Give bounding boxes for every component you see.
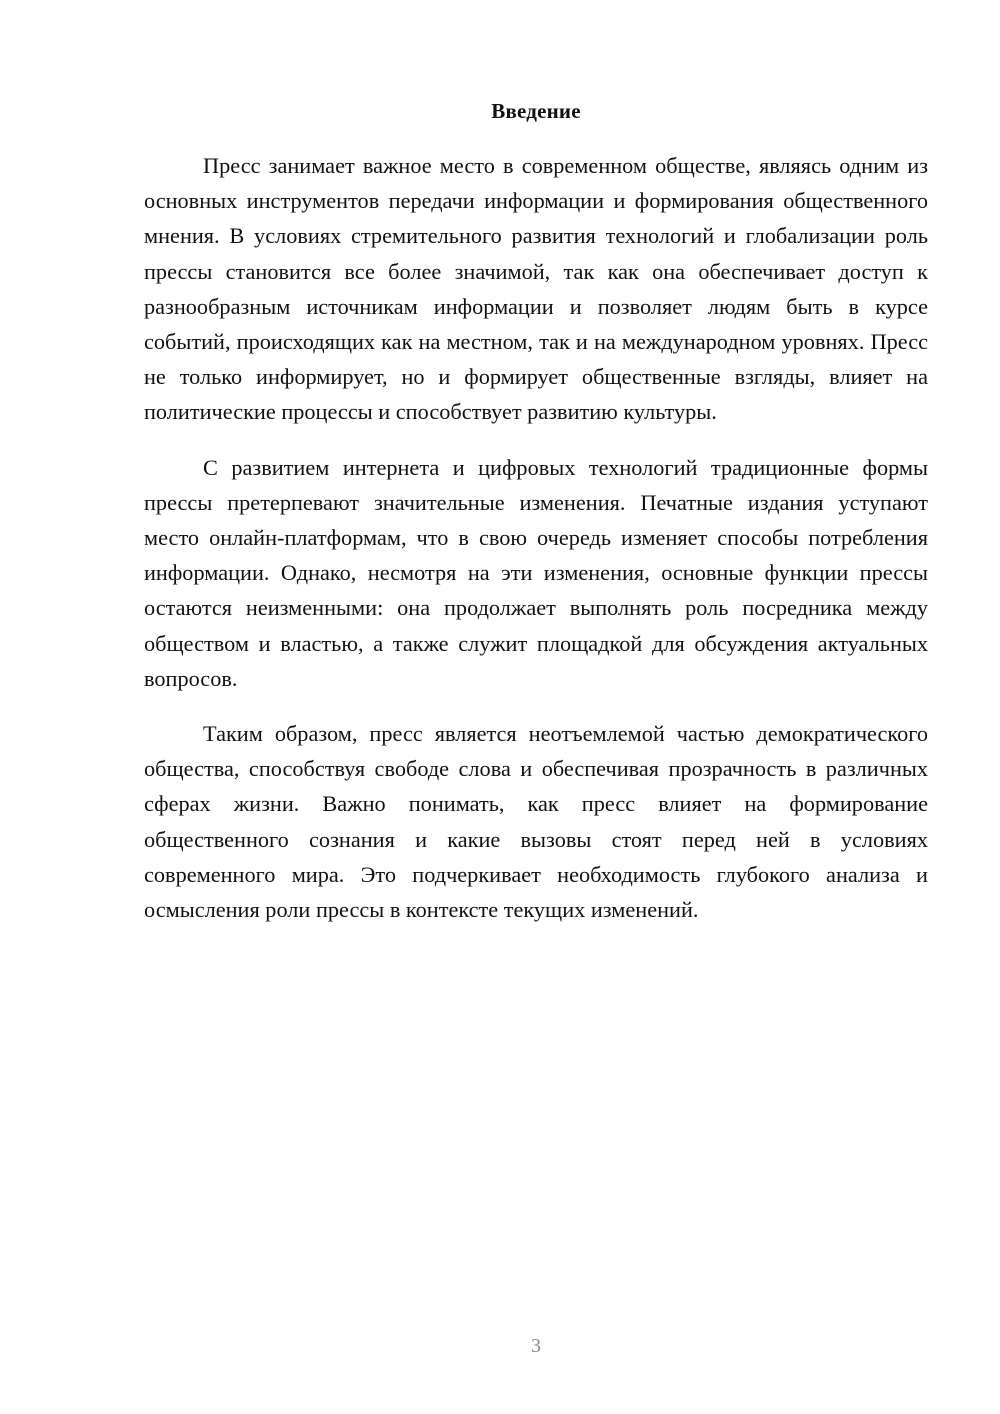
paragraph-intro: Пресс занимает важное место в современном обществе, являясь одним из основных инструментов передачи информации и формирования общественного мнения. В условиях стремительного развития технологий и глобализации роль прессы становится все более значимой, так как она обеспечивает доступ к разнообразным источникам информации и позволяет людям быть в курсе событий, происходящих как на местном, так и на международном уровнях. Пресс не только информирует, но и формирует общественные взгляды, влияет на политические процессы и способствует развитию культуры. xyxy=(144,153,928,425)
section-heading: Введение xyxy=(491,99,581,123)
paragraph-conclusion: Таким образом, пресс является неотъемлемой частью демократического общества, способствуя свободе слова и обеспечивая прозрачность в различных сферах жизни. Важно понимать, как пресс влияет на формирование общественного сознания и какие вызовы стоят перед ней в условиях современного мира. Это подчеркивает необходимость глубокого анализа и осмысления роли прессы в контексте текущих изменений. xyxy=(144,721,928,923)
page-content xyxy=(144,96,928,927)
page-number: 3 xyxy=(531,1335,541,1357)
paragraph-digital-changes: С развитием интернета и цифровых технологий традиционные формы прессы претерпевают значительные изменения. Печатные издания уступают место онлайн-платформам, что в свою очередь изменяет способы потребления информации. Однако, несмотря на эти изменения, основные функции прессы остаются неизменными: она продолжает выполнять роль посредника между обществом и властью, а также служит площадкой для обсуждения актуальных вопросов. xyxy=(144,454,928,691)
